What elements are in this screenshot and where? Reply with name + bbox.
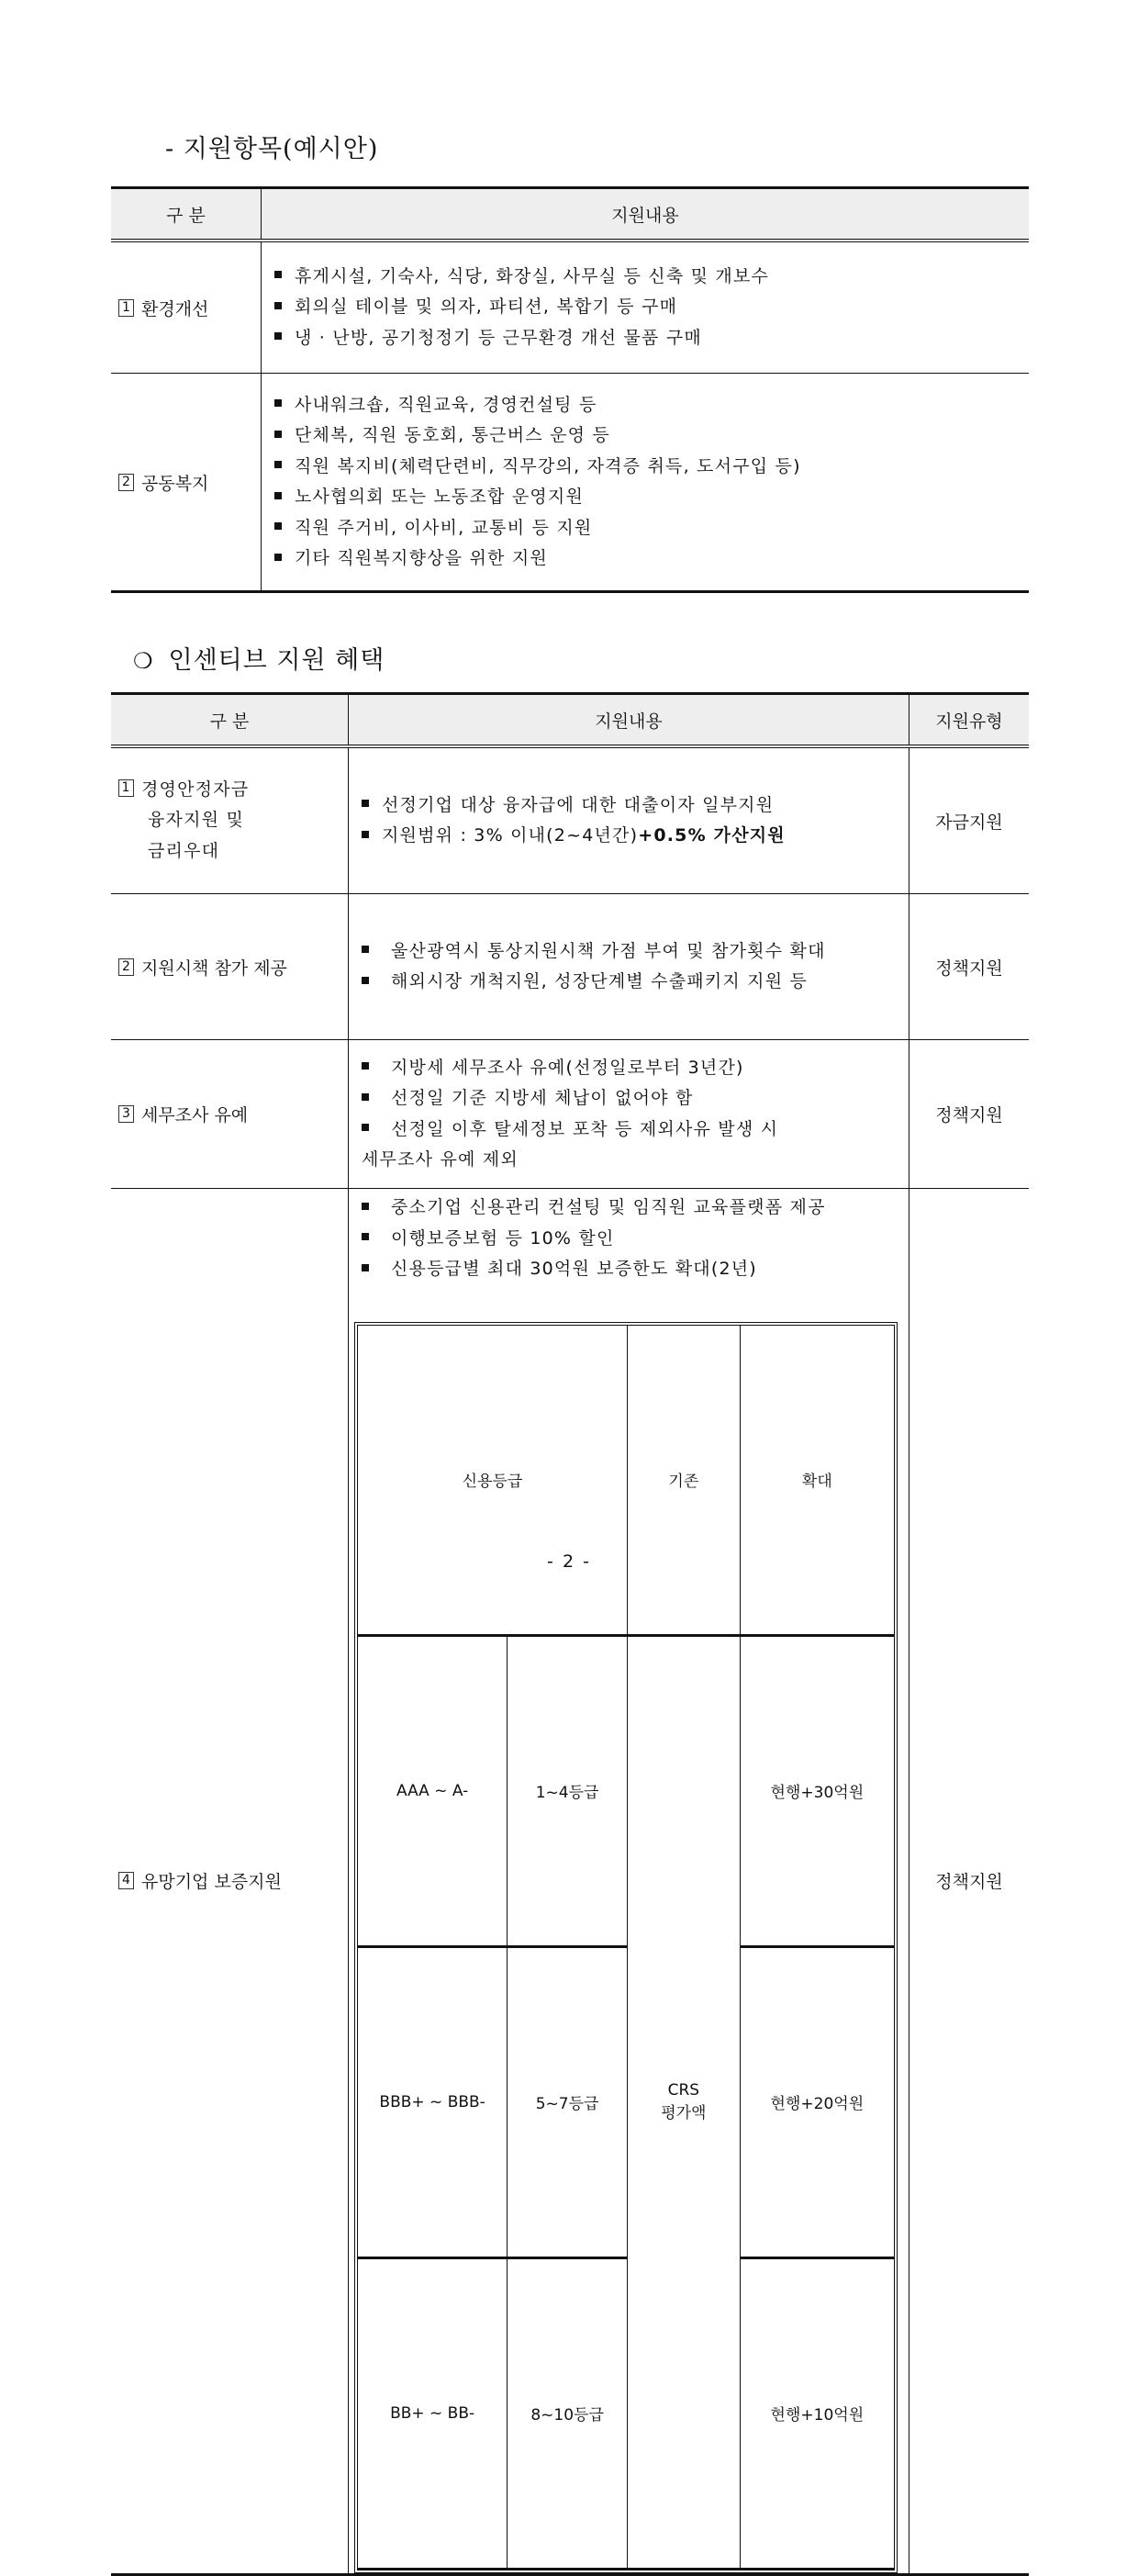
table-header-row [111,188,1029,241]
bullet-square-icon [274,492,282,499]
bullet-item: 선정기업 대상 융자급에 대한 대출이자 일부지원 [362,790,909,822]
credit-grade: BBB+ ~ BBB- [358,1946,508,2257]
header-category: 구 분 [111,188,262,241]
row-category-label: 환경개선 [141,298,209,319]
row-number-box: 1 [118,779,134,797]
row-number-box: 2 [118,958,134,976]
row-category [111,241,262,374]
row-type: 자금지원 [909,746,1030,894]
credit-header-grade: 신용등급 [358,1325,628,1635]
bullet-square-icon [362,1203,369,1210]
bullet-square-icon [362,831,369,838]
bullet-square-icon [362,946,369,953]
bullet-item: 신용등급별 최대 30억원 보증한도 확대(2년) [362,1254,909,1285]
bullet-square-icon [274,302,282,309]
support-items-table [111,186,1029,593]
bullet-square-icon [362,800,369,807]
section2-heading [133,640,385,676]
row-content [349,746,909,894]
table-row [111,1040,1029,1189]
bullet-item: 냉 · 난방, 공기청정기 등 근무환경 개선 물품 구매 [274,323,1029,354]
table-row [111,1189,1029,2575]
section2-heading-text: 인센티브 지원 혜택 [168,646,385,675]
row-category: 1 경영안정자금 융자지원 및 금리우대 [111,746,349,894]
bullet-item: 중소기업 신용관리 컨설팅 및 임직원 교육플랫폼 제공 [362,1193,909,1224]
bullet-item: 사내워크숍, 직원교육, 경영컨설팅 등 [274,390,1029,421]
header-content: 지원내용 [262,188,1030,241]
bold-bonus-text: +0.5% 가산지원 [638,825,786,846]
bullet-square-icon [362,1062,369,1070]
credit-table-row [358,2257,895,2569]
header-category: 구 분 [111,694,349,747]
row-category-label: 유망기업 보증지원 [141,1872,282,1893]
credit-header-base: 기존 [628,1325,741,1635]
bullet-item: 선정일 기준 지방세 체납이 없어야 함 [362,1083,909,1114]
credit-table-header [358,1325,895,1635]
bullet-square-icon [362,977,369,984]
bullet-item: 지방세 세무조사 유예(선정일로부터 3년간) [362,1053,909,1084]
row-category-label: 세무조사 유예 [141,1105,249,1126]
credit-level: 8~10등급 [508,2257,628,2569]
row-type: 정책지원 [909,1040,1030,1189]
bullet-item: 직원 복지비(체력단련비, 직무강의, 자격증 취득, 도서구입 등) [274,452,1029,483]
bullet-item: 울산광역시 통상지원시책 가점 부여 및 참가횟수 확대 [362,936,909,968]
credit-grade: BB+ ~ BB- [358,2257,508,2569]
table-header-row [111,694,1029,747]
bullet-square-icon [274,271,282,278]
credit-level: 5~7등급 [508,1946,628,2257]
bullet-item: 휴게시설, 기숙사, 식당, 화장실, 사무실 등 신축 및 개보수 [274,262,1029,293]
bullet-square-icon [274,431,282,438]
bullet-square-icon [274,332,282,340]
row-content [262,241,1030,374]
header-content: 지원내용 [349,694,909,747]
row-number-box: 1 [118,299,134,317]
credit-table-row [358,1946,895,2257]
row-content [349,894,909,1040]
table-row [111,374,1029,592]
credit-header-expansion: 확대 [740,1325,894,1635]
header-type: 지원유형 [909,694,1030,747]
bullet-square-icon [362,1264,369,1271]
row-content [262,374,1030,592]
bullet-square-icon [362,1093,369,1101]
bullet-item: 기타 직원복지향상을 위한 지원 [274,543,1029,575]
credit-table-row [358,1635,895,1946]
circle-bullet-icon: ❍ [133,648,154,674]
credit-base: CRS 평가액 [628,1635,741,2569]
credit-expansion: 현행+20억원 [740,1946,894,2257]
row-type: 정책지원 [909,894,1030,1040]
bullet-item: 해외시장 개척지원, 성장단계별 수출패키지 지원 등 [362,967,909,998]
row-category-label: 공동복지 [141,473,209,494]
table-row [111,241,1029,374]
table-row [111,894,1029,1040]
bullet-square-icon [362,1124,369,1131]
bullet-square-icon [274,399,282,407]
credit-expansion: 현행+10억원 [740,2257,894,2569]
bullet-item: 회의실 테이블 및 의자, 파티션, 복합기 등 구매 [274,292,1029,323]
row-category [111,894,349,1040]
row-number-box: 2 [118,474,134,491]
row-category [111,1189,349,2575]
bullet-square-icon [274,522,282,530]
credit-grade-table [357,1325,895,2570]
credit-grade: AAA ~ A- [358,1635,508,1946]
bullet-square-icon [362,1233,369,1240]
page-number: - 2 - [547,1551,591,1572]
row-type: 정책지원 [909,1189,1030,2575]
row-number-box: 4 [118,1872,134,1889]
row-content [349,1040,909,1189]
section1-heading: - 지원항목(예시안) [165,135,379,163]
row-category [111,1040,349,1189]
row-number-box: 3 [118,1105,134,1123]
row-category [111,374,262,592]
incentive-table [111,692,1029,2576]
row-category-label: 지원시책 참가 제공 [141,958,287,979]
bullet-item: 선정일 이후 탈세정보 포착 등 제외사유 발생 시 [362,1114,909,1146]
bullet-item: 직원 주거비, 이사비, 교통비 등 지원 [274,513,1029,544]
bullet-item: 단체복, 직원 동호회, 통근버스 운영 등 [274,420,1029,452]
row-content [349,1189,909,2575]
bullet-item: 이행보증보험 등 10% 할인 [362,1224,909,1255]
bullet-item: 노사협의회 또는 노동조합 운영지원 [274,482,1029,513]
bullet-square-icon [274,554,282,561]
bullet-square-icon [274,461,282,468]
bullet-item: 지원범위 : 3% 이내(2~4년간)+0.5% 가산지원 [362,821,909,852]
credit-expansion: 현행+30억원 [740,1635,894,1946]
bullet-continuation: 세무조사 유예 제외 [362,1149,519,1170]
table-row [111,746,1029,894]
credit-level: 1~4등급 [508,1635,628,1946]
credit-table-frame [354,1322,898,2573]
